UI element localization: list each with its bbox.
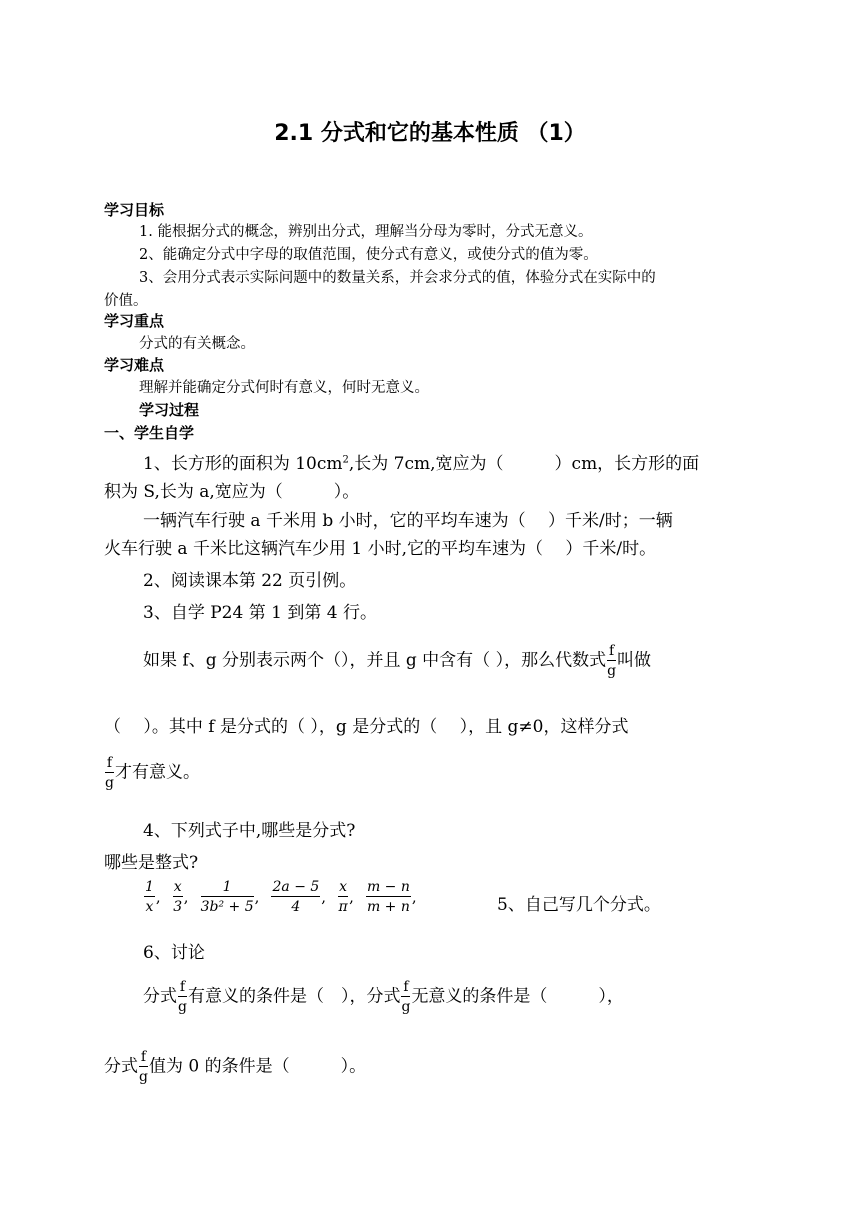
goal-item-3-cont: 价值。: [104, 293, 148, 309]
process-heading: 学习过程: [139, 401, 200, 419]
q3-text: 3、自学 P24 第 1 到第 4 行。: [143, 603, 377, 623]
fraction-f-over-g: $\frac{f}{g}$: [607, 643, 617, 679]
q3-definition-line2: （ ）。其中 f 是分式的（ ），g 是分式的（ ），且 g≠0，这样分式: [104, 717, 629, 737]
difficulty-heading: 学习难点: [104, 356, 165, 374]
q4-line1: 4、下列式子中,哪些是分式?: [143, 821, 356, 841]
q4-line2: 哪些是整式?: [104, 853, 199, 873]
q6-discussion-line1: 分式 $\frac{f}{g}$ 有意义的条件是（ ），分式 $\frac{f}{g}$ 无意义的条件是（ ），: [143, 979, 624, 1015]
q6-discussion-line2: 分式 $\frac{f}{g}$ 值为 0 的条件是（ ）。: [104, 1049, 367, 1085]
fraction-f-over-g: $\frac{f}{g}$: [105, 755, 114, 791]
q3-definition-line3: $\frac{f}{g}$ 才有意义。: [105, 755, 200, 791]
fraction-f-over-g: $\frac{f}{g}$: [178, 979, 187, 1015]
difficulty-text: 理解并能确定分式何时有意义，何时无意义。: [139, 380, 429, 396]
q5-text: 5、自己写几个分式。: [497, 895, 661, 915]
key-points-text: 分式的有关概念。: [139, 336, 255, 352]
expression-list: $\frac{1}{x}$ , $\frac{x}{3}$ , $\frac{1}{\text{3b² + 5}}$ , $\frac{2a - 5}{4}$ , $\frac{x}{\pi}$ , $\frac{m - n}{m + n}$ ,: [145, 879, 417, 915]
q1-line2: 积为 S,长为 a,宽应为（ ）。: [104, 482, 360, 502]
goals-heading: 学习目标: [104, 201, 165, 219]
expression-1: $\frac{1}{x}$: [145, 879, 154, 915]
goal-item-1: 1. 能根据分式的概念，辨别出分式，理解当分母为零时，分式无意义。: [139, 224, 593, 240]
goal-item-2: 2、能确定分式中字母的取值范围，使分式有意义，或使分式的值为零。: [139, 247, 598, 263]
fraction-f-over-g: $\frac{f}{g}$: [401, 979, 411, 1015]
q1-line3: 一辆汽车行驶 a 千米用 b 小时，它的平均车速为（ ）千米/时；一辆: [143, 511, 673, 531]
fraction-f-over-g: $\frac{f}{g}$: [139, 1049, 148, 1085]
q1-line4: 火车行驶 a 千米比这辆汽车少用 1 小时,它的平均车速为（ ）千米/时。: [104, 539, 657, 559]
q1-line1: 1、长方形的面积为 $10cm^2$,长为 7cm,宽应为（ ）cm，长方形的面: [143, 454, 700, 474]
expression-4: $\frac{2a - 5}{4}$: [272, 879, 320, 915]
q6-text: 6、讨论: [143, 943, 205, 963]
page-title: 2.1 分式和它的基本性质 （1）: [274, 121, 586, 146]
section1-heading: 一、学生自学: [104, 424, 195, 442]
expression-2: $\frac{x}{3}$: [173, 879, 183, 915]
expression-5: $\frac{x}{\pi}$: [338, 879, 348, 915]
expression-3: $\frac{1}{\text{3b² + 5}}$: [200, 879, 254, 915]
goal-item-3: 3、会用分式表示实际问题中的数量关系，并会求分式的值，体验分式在实际中的: [139, 270, 656, 286]
q3-definition-line1: 如果 f、g 分别表示两个（），并且 g 中含有（ ），那么代数式 $\frac{f}{g}$ 叫做: [143, 643, 652, 679]
q2-text: 2、阅读课本第 22 页引例。: [143, 571, 357, 591]
key-points-heading: 学习重点: [104, 312, 165, 330]
expression-6: $\frac{m - n}{m + n}$: [366, 879, 410, 915]
